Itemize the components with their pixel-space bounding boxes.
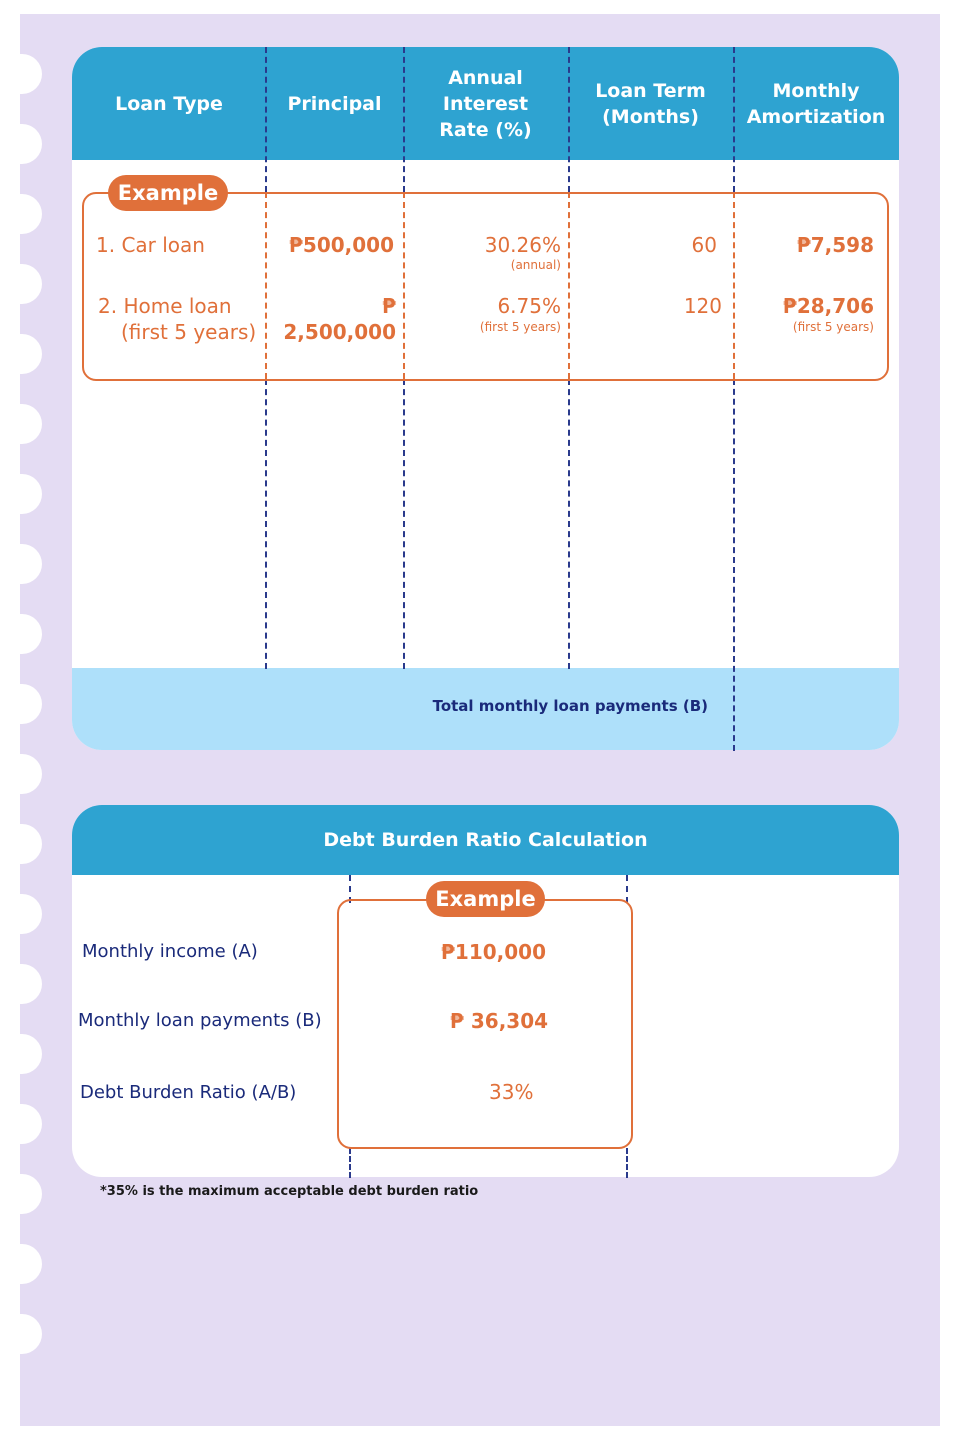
row2-loan-type: 2. Home loan — [98, 294, 232, 318]
header-rate-line2: Rate (%) — [439, 118, 532, 141]
monthly-loan-payments-label: Monthly loan payments (B) — [78, 1010, 322, 1031]
header-term-line2: (Months) — [602, 105, 699, 128]
column-divider — [568, 379, 570, 669]
binder-hole — [20, 614, 42, 654]
dbr-header — [72, 805, 899, 875]
binder-hole — [20, 684, 42, 724]
dbr-example-badge-label: Example — [435, 887, 536, 911]
binder-hole — [20, 1244, 42, 1284]
row1-term: 60 — [691, 233, 717, 257]
row1-amortization: ₱7,598 — [796, 233, 874, 257]
debt-burden-ratio-value: 33% — [489, 1080, 534, 1104]
row2-rate-note: (first 5 years) — [479, 320, 561, 334]
column-divider — [403, 379, 405, 669]
header-term — [568, 47, 733, 160]
binder-hole — [20, 194, 42, 234]
binder-hole — [20, 894, 42, 934]
header-amort-line2: Amortization — [746, 105, 886, 128]
example-badge — [108, 175, 228, 211]
binder-hole — [20, 824, 42, 864]
monthly-income-value: ₱110,000 — [441, 940, 547, 964]
monthly-income-label: Monthly income (A) — [82, 941, 258, 962]
header-rate-line1: Annual Interest — [442, 66, 529, 115]
binder-hole — [20, 544, 42, 584]
binder-hole — [20, 264, 42, 304]
column-divider — [403, 47, 405, 192]
header-principal-label: Principal — [287, 92, 382, 115]
binder-hole — [20, 754, 42, 794]
binder-hole — [20, 1174, 42, 1214]
binder-hole — [20, 334, 42, 374]
column-divider — [265, 379, 267, 669]
column-divider — [733, 47, 735, 192]
footnote: *35% is the maximum acceptable debt burden ratio — [100, 1184, 479, 1199]
row1-rate-note: (annual) — [510, 258, 561, 272]
binder-hole — [20, 1034, 42, 1074]
example-box — [82, 192, 889, 381]
column-divider — [626, 1148, 628, 1178]
total-monthly-payments-label: Total monthly loan payments (B) — [432, 697, 708, 715]
row2-principal: ₱ 2,500,000 — [283, 294, 396, 344]
column-divider — [265, 47, 267, 192]
binder-hole — [20, 404, 42, 444]
row2-term: 120 — [683, 294, 722, 318]
dbr-example-badge — [426, 881, 545, 917]
header-amortization — [733, 47, 899, 160]
loan-table-card — [72, 47, 899, 750]
example-badge-label: Example — [117, 181, 219, 205]
binder-hole — [20, 54, 42, 94]
row1-rate: 30.26% — [484, 233, 561, 257]
row2-amortization-note: (first 5 years) — [792, 320, 874, 334]
monthly-loan-payments-value: ₱ 36,304 — [450, 1009, 549, 1033]
dbr-title: Debt Burden Ratio Calculation — [323, 829, 648, 851]
header-principal — [266, 47, 403, 160]
total-row — [72, 668, 899, 750]
header-loan-type-label: Loan Type — [115, 92, 223, 115]
header-rate — [403, 47, 568, 160]
binder-hole — [20, 1104, 42, 1144]
row1-loan-type: 1. Car loan — [96, 233, 205, 257]
column-divider — [626, 875, 628, 903]
row2-rate: 6.75% — [497, 294, 561, 318]
loan-table-header — [72, 47, 899, 160]
binder-hole — [20, 474, 42, 514]
column-divider — [568, 47, 570, 192]
row2-loan-type-note: (first 5 years) — [121, 320, 257, 344]
debt-burden-ratio-label: Debt Burden Ratio (A/B) — [80, 1082, 297, 1103]
row2-amortization: ₱28,706 — [782, 294, 874, 318]
binder-hole — [20, 124, 42, 164]
header-loan-type — [72, 47, 266, 160]
binder-hole — [20, 1314, 42, 1354]
column-divider — [733, 379, 735, 751]
binder-hole — [20, 964, 42, 1004]
column-divider — [349, 1148, 351, 1178]
row1-principal: ₱500,000 — [288, 233, 394, 257]
header-term-line1: Loan Term — [595, 79, 706, 102]
header-amort-line1: Monthly — [772, 79, 860, 102]
